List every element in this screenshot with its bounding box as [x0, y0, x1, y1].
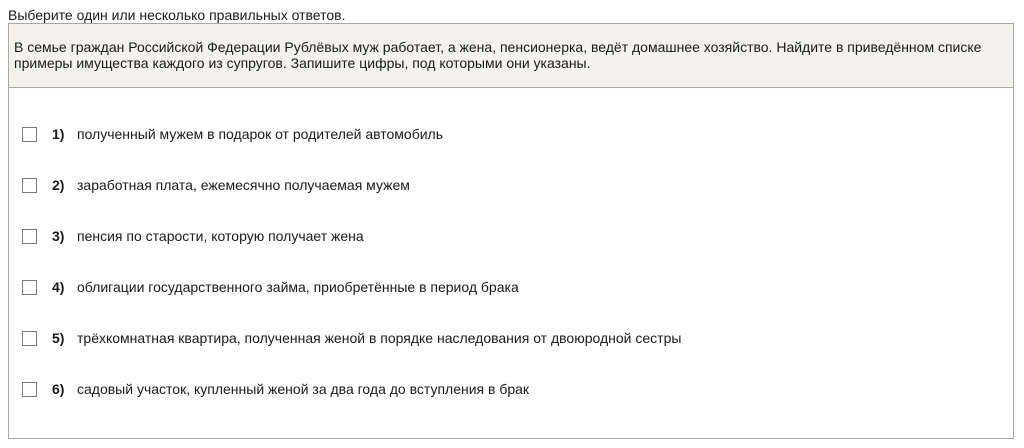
- option-number-3: 3): [52, 228, 65, 244]
- option-text-2: заработная плата, ежемесячно получаемая мужем: [77, 177, 410, 193]
- answer-option-3[interactable]: [22, 226, 364, 246]
- answer-option-1[interactable]: [22, 124, 443, 144]
- option-text-4: облигации государственного займа, приобретённые в период брака: [77, 279, 519, 295]
- answer-option-4[interactable]: [22, 277, 519, 297]
- question-text: В семье граждан Российской Федерации Рублёвых муж работает, а жена, пенсионерка, ведёт домашнее хозяйство. Найдите в приведённом списке примеры имущества каждого из супругов. Запишите цифры, под которыми они указаны.: [9, 24, 1013, 88]
- answer-option-2[interactable]: [22, 175, 410, 195]
- option-number-6: 6): [52, 381, 65, 397]
- checkbox-6[interactable]: [22, 382, 37, 397]
- option-number-4: 4): [52, 279, 65, 295]
- question-card: [8, 23, 1014, 439]
- instruction-text: Выберите один или несколько правильных ответов.: [8, 7, 346, 23]
- option-text-5: трёхкомнатная квартира, полученная женой в порядке наследования от двоюродной сестры: [77, 330, 682, 346]
- checkbox-1[interactable]: [22, 127, 37, 142]
- option-text-3: пенсия по старости, которую получает жена: [77, 228, 364, 244]
- answer-option-6[interactable]: [22, 379, 529, 399]
- checkbox-5[interactable]: [22, 331, 37, 346]
- option-text-1: полученный мужем в подарок от родителей автомобиль: [77, 126, 444, 142]
- checkbox-4[interactable]: [22, 280, 37, 295]
- checkbox-2[interactable]: [22, 178, 37, 193]
- checkbox-3[interactable]: [22, 229, 37, 244]
- option-number-1: 1): [52, 126, 65, 142]
- option-text-6: садовый участок, купленный женой за два года до вступления в брак: [77, 381, 530, 397]
- option-number-2: 2): [52, 177, 65, 193]
- answer-option-5[interactable]: [22, 328, 681, 348]
- option-number-5: 5): [52, 330, 65, 346]
